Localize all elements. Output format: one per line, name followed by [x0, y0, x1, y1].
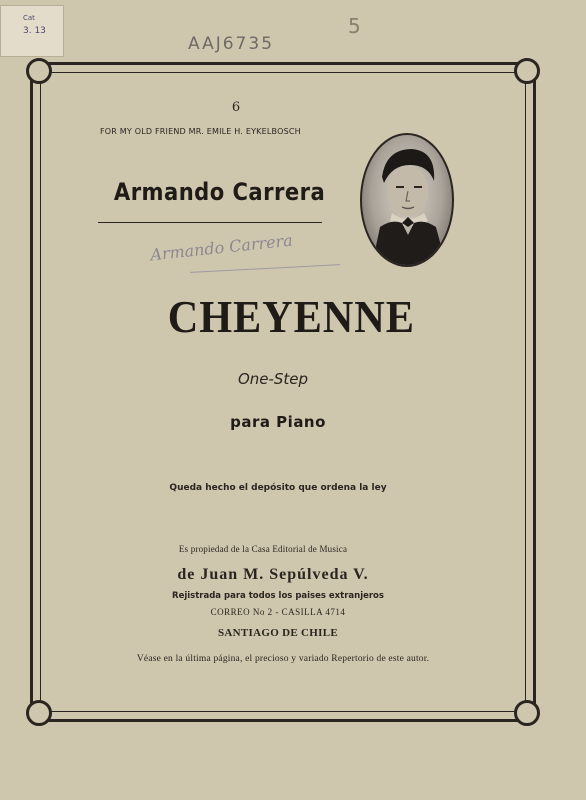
plate-number: 6 [231, 100, 241, 115]
corner-ornament-top-right [514, 58, 540, 84]
pencil-number: 5 [348, 14, 361, 38]
archive-label [0, 5, 64, 57]
archive-label-line2: 3. 13 [23, 26, 46, 36]
dedication: FOR MY OLD FRIEND MR. EMILE H. EYKELBOSCH [100, 127, 301, 136]
city: SANTIAGO DE CHILE [217, 627, 338, 639]
composer-name: Armando Carrera [113, 178, 326, 206]
mail-address: CORREO No 2 - CASILLA 4714 [210, 607, 346, 617]
publisher-name: de Juan M. Sepúlveda V. [177, 566, 369, 583]
composer-portrait [360, 133, 454, 267]
portrait-figure [362, 135, 452, 265]
corner-ornament-top-left [26, 58, 52, 84]
registration: Rejistrada para todos los paises extranjeros [172, 591, 384, 601]
publisher-intro: Es propiedad de la Casa Editorial de Musica [178, 544, 348, 554]
genre: One-Step [237, 370, 309, 388]
corner-ornament-bottom-left [26, 700, 52, 726]
corner-ornament-bottom-right [514, 700, 540, 726]
archive-label-line1: Cat [23, 14, 35, 22]
catalog-number: AAJ6735 [188, 34, 275, 54]
repertoire-note: Véase en la última página, el precioso y variado Repertorio de este autor. [136, 654, 430, 664]
instrument: para Piano [230, 413, 326, 431]
composer-underline [98, 222, 322, 223]
song-title: CHEYENNE [167, 291, 415, 342]
legal-notice: Queda hecho el depósito que ordena la ley [169, 483, 387, 493]
composer-signature: Armando Carrera [149, 230, 294, 265]
